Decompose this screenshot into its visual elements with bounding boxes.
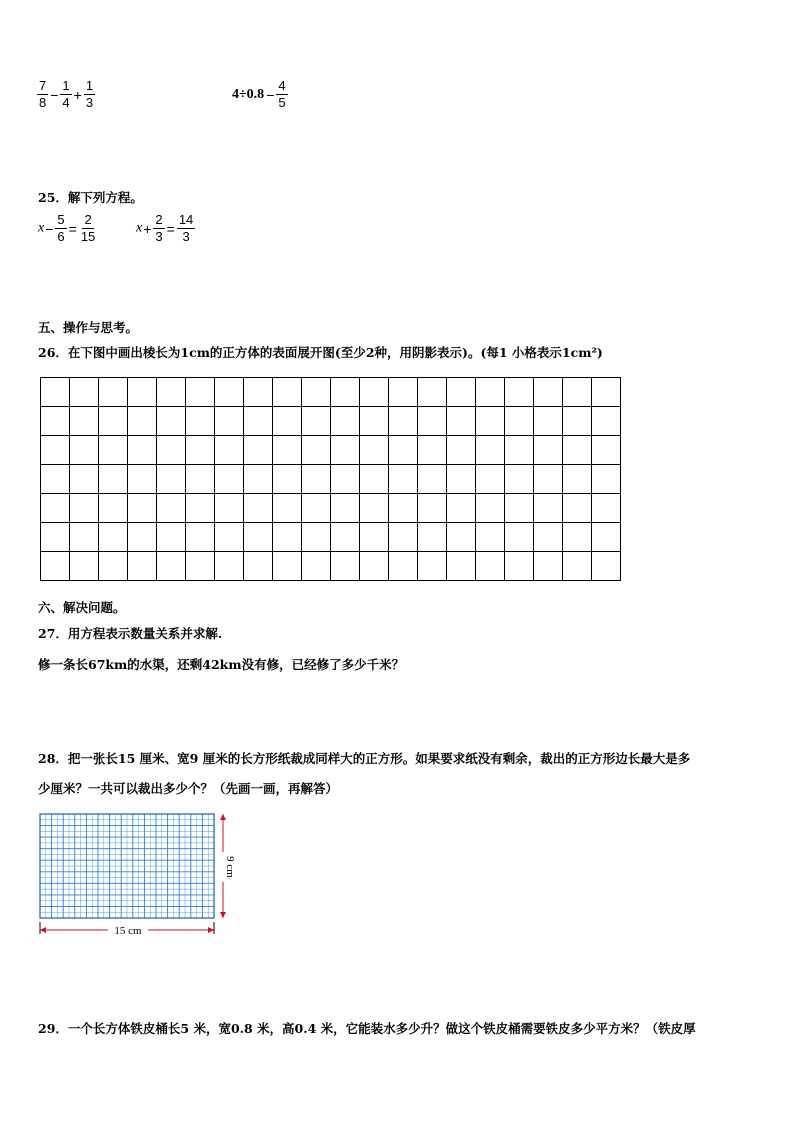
grid-cell[interactable] [157, 436, 186, 465]
grid-cell[interactable] [418, 378, 447, 407]
grid-cell[interactable] [244, 494, 273, 523]
expression-lead: 4÷0.8 [232, 86, 265, 102]
grid-cell[interactable] [302, 523, 331, 552]
grid-cell[interactable] [331, 552, 360, 581]
grid-cell[interactable] [331, 523, 360, 552]
grid-cell[interactable] [447, 465, 476, 494]
grid-cell[interactable] [215, 407, 244, 436]
operator: + [73, 86, 82, 103]
grid-cell[interactable] [99, 436, 128, 465]
equation-2: x+ $\frac{2}{3}$ = $\frac{14}{3}$ [136, 212, 194, 244]
grid-cell[interactable] [534, 378, 563, 407]
grid-cell[interactable] [157, 378, 186, 407]
grid-cell[interactable] [418, 436, 447, 465]
grid-cell[interactable] [128, 378, 157, 407]
grid-cell[interactable] [99, 465, 128, 494]
grid-cell[interactable] [592, 465, 621, 494]
grid-cell[interactable] [99, 523, 128, 552]
grid-cell[interactable] [476, 436, 505, 465]
drawing-grid[interactable] [40, 377, 621, 581]
grid-cell[interactable] [186, 465, 215, 494]
grid-cell[interactable] [273, 407, 302, 436]
expression-1 [36, 78, 96, 111]
grid-cell[interactable] [302, 552, 331, 581]
grid-cell[interactable] [476, 552, 505, 581]
grid-cell[interactable] [302, 436, 331, 465]
question-25-title: 25．解下列方程。 [38, 190, 143, 205]
grid-cell[interactable] [70, 378, 99, 407]
grid-cell[interactable] [157, 494, 186, 523]
grid-cell[interactable] [128, 407, 157, 436]
grid-cell[interactable] [70, 465, 99, 494]
grid-cell[interactable] [360, 378, 389, 407]
grid-cell[interactable] [273, 523, 302, 552]
grid-cell[interactable] [186, 436, 215, 465]
grid-cell[interactable] [418, 494, 447, 523]
grid-cell[interactable] [70, 494, 99, 523]
grid-cell[interactable] [360, 523, 389, 552]
grid-cell[interactable] [592, 378, 621, 407]
grid-cell[interactable] [128, 436, 157, 465]
grid-cell[interactable] [447, 552, 476, 581]
grid-cell[interactable] [273, 494, 302, 523]
grid-cell[interactable] [389, 407, 418, 436]
grid-cell[interactable] [418, 407, 447, 436]
fraction: $\frac{7}{8}$ [39, 78, 47, 110]
grid-cell[interactable] [389, 465, 418, 494]
grid-cell[interactable] [447, 407, 476, 436]
grid-cell[interactable] [215, 378, 244, 407]
grid-cell[interactable] [128, 552, 157, 581]
grid-cell[interactable] [244, 523, 273, 552]
grid-cell[interactable] [41, 552, 70, 581]
grid-cell[interactable] [447, 494, 476, 523]
grid-cell[interactable] [157, 523, 186, 552]
fraction: $\frac{4}{5}$ [278, 78, 286, 110]
grid-cell[interactable] [41, 407, 70, 436]
grid-cell[interactable] [505, 407, 534, 436]
grid-cell[interactable] [505, 494, 534, 523]
grid-cell[interactable] [592, 552, 621, 581]
grid-cell[interactable] [331, 407, 360, 436]
expression-2 [231, 78, 289, 111]
grid-cell[interactable] [505, 378, 534, 407]
grid-cell[interactable] [534, 552, 563, 581]
height-label: 9 cm [224, 856, 236, 878]
grid-cell[interactable] [389, 552, 418, 581]
grid-cell[interactable] [505, 523, 534, 552]
grid-cell[interactable] [563, 407, 592, 436]
grid-cell[interactable] [389, 436, 418, 465]
grid-cell[interactable] [360, 494, 389, 523]
grid-cell[interactable] [418, 552, 447, 581]
grid-cell[interactable] [70, 407, 99, 436]
grid-cell[interactable] [360, 552, 389, 581]
question-28-line-2: 少厘米？一共可以裁出多少个？（先画一画，再解答） [38, 781, 339, 796]
grid-cell[interactable] [563, 494, 592, 523]
section-6-heading: 六、解决问题。 [38, 600, 126, 615]
grid-cell[interactable] [592, 436, 621, 465]
width-label: 15 cm [114, 925, 142, 937]
grid-cell[interactable] [215, 494, 244, 523]
grid-cell[interactable] [331, 378, 360, 407]
grid-cell[interactable] [244, 436, 273, 465]
grid-cell[interactable] [41, 494, 70, 523]
grid-cell[interactable] [592, 494, 621, 523]
grid-cell[interactable] [157, 407, 186, 436]
grid-cell[interactable] [41, 436, 70, 465]
grid-cell[interactable] [273, 465, 302, 494]
grid-cell[interactable] [128, 465, 157, 494]
grid-cell[interactable] [215, 465, 244, 494]
grid-cell[interactable] [186, 494, 215, 523]
grid-cell[interactable] [41, 523, 70, 552]
grid-cell[interactable] [186, 378, 215, 407]
grid-cell[interactable] [302, 378, 331, 407]
grid-cell[interactable] [418, 465, 447, 494]
grid-cell[interactable] [505, 436, 534, 465]
grid-cell[interactable] [534, 465, 563, 494]
grid-cell[interactable] [563, 436, 592, 465]
grid-cell[interactable] [215, 523, 244, 552]
grid-cell[interactable] [41, 378, 70, 407]
operator: − [266, 86, 275, 103]
grid-cell[interactable] [157, 465, 186, 494]
grid-cell[interactable] [302, 407, 331, 436]
grid-cell[interactable] [418, 523, 447, 552]
grid-cell[interactable] [302, 494, 331, 523]
grid-cell[interactable] [447, 436, 476, 465]
grid-cell[interactable] [476, 523, 505, 552]
grid-cell[interactable] [99, 494, 128, 523]
grid-cell[interactable] [302, 465, 331, 494]
grid-cell[interactable] [99, 407, 128, 436]
grid-cell[interactable] [592, 407, 621, 436]
grid-cell[interactable] [534, 436, 563, 465]
grid-cell[interactable] [447, 378, 476, 407]
grid-cell[interactable] [99, 552, 128, 581]
grid-cell[interactable] [244, 378, 273, 407]
grid-cell[interactable] [534, 407, 563, 436]
grid-cell[interactable] [128, 494, 157, 523]
grid-cell[interactable] [273, 436, 302, 465]
grid-cell[interactable] [244, 465, 273, 494]
equation-1: x− $\frac{5}{6}$ = $\frac{2}{15}$ [38, 212, 96, 244]
grid-cell[interactable] [563, 523, 592, 552]
question-27-title: 27．用方程表示数量关系并求解. [38, 626, 223, 641]
grid-cell[interactable] [128, 523, 157, 552]
grid-cell[interactable] [476, 465, 505, 494]
grid-cell[interactable] [476, 494, 505, 523]
grid-cell[interactable] [186, 407, 215, 436]
grid-cell[interactable] [244, 552, 273, 581]
grid-cell[interactable] [186, 523, 215, 552]
grid-cell[interactable] [360, 436, 389, 465]
grid-cell[interactable] [273, 552, 302, 581]
grid-cell[interactable] [215, 552, 244, 581]
grid-cell[interactable] [389, 494, 418, 523]
grid-cell[interactable] [563, 378, 592, 407]
grid-cell[interactable] [476, 407, 505, 436]
grid-cell[interactable] [244, 407, 273, 436]
grid-cell[interactable] [360, 407, 389, 436]
grid-cell[interactable] [360, 465, 389, 494]
grid-cell[interactable] [534, 494, 563, 523]
grid-cell[interactable] [447, 523, 476, 552]
rectangle-grid-figure [36, 810, 246, 942]
grid-cell[interactable] [99, 378, 128, 407]
section-5-heading: 五、操作与思考。 [38, 320, 139, 335]
grid-cell[interactable] [476, 378, 505, 407]
grid-cell[interactable] [563, 552, 592, 581]
grid-cell[interactable] [41, 465, 70, 494]
fraction: $\frac{1}{4}$ [62, 78, 70, 110]
fraction: $\frac{1}{3}$ [85, 78, 94, 110]
grid-cell[interactable] [534, 523, 563, 552]
grid-cell[interactable] [505, 552, 534, 581]
grid-cell[interactable] [157, 552, 186, 581]
question-26-text: 26．在下图中画出棱长为1cm的正方体的表面展开图(至少2种，用阴影表示)。(每1 小格表示1cm²) [38, 345, 603, 360]
question-29-text: 29．一个长方体铁皮桶长5 米，宽0.8 米，高0.4 米，它能装水多少升？做这个铁皮桶需要铁皮多少平方米？（铁皮厚 [38, 1021, 696, 1036]
grid-cell[interactable] [389, 523, 418, 552]
grid-cell[interactable] [563, 465, 592, 494]
grid-cell[interactable] [70, 436, 99, 465]
question-27-text: 修一条长67km的水渠，还剩42km没有修，已经修了多少千米？ [38, 657, 405, 672]
grid-cell[interactable] [505, 465, 534, 494]
grid-cell[interactable] [70, 523, 99, 552]
question-28-line-1: 28．把一张长15 厘米、宽9 厘米的长方形纸裁成同样大的正方形。如果要求纸没有剩余，裁出的正方形边长最大是多 [38, 751, 691, 766]
grid-cell[interactable] [592, 523, 621, 552]
grid-cell[interactable] [273, 378, 302, 407]
grid-cell[interactable] [186, 552, 215, 581]
grid-cell[interactable] [331, 436, 360, 465]
grid-cell[interactable] [331, 465, 360, 494]
operator: − [50, 86, 59, 103]
grid-cell[interactable] [70, 552, 99, 581]
grid-cell[interactable] [331, 494, 360, 523]
grid-cell[interactable] [215, 436, 244, 465]
grid-cell[interactable] [389, 378, 418, 407]
